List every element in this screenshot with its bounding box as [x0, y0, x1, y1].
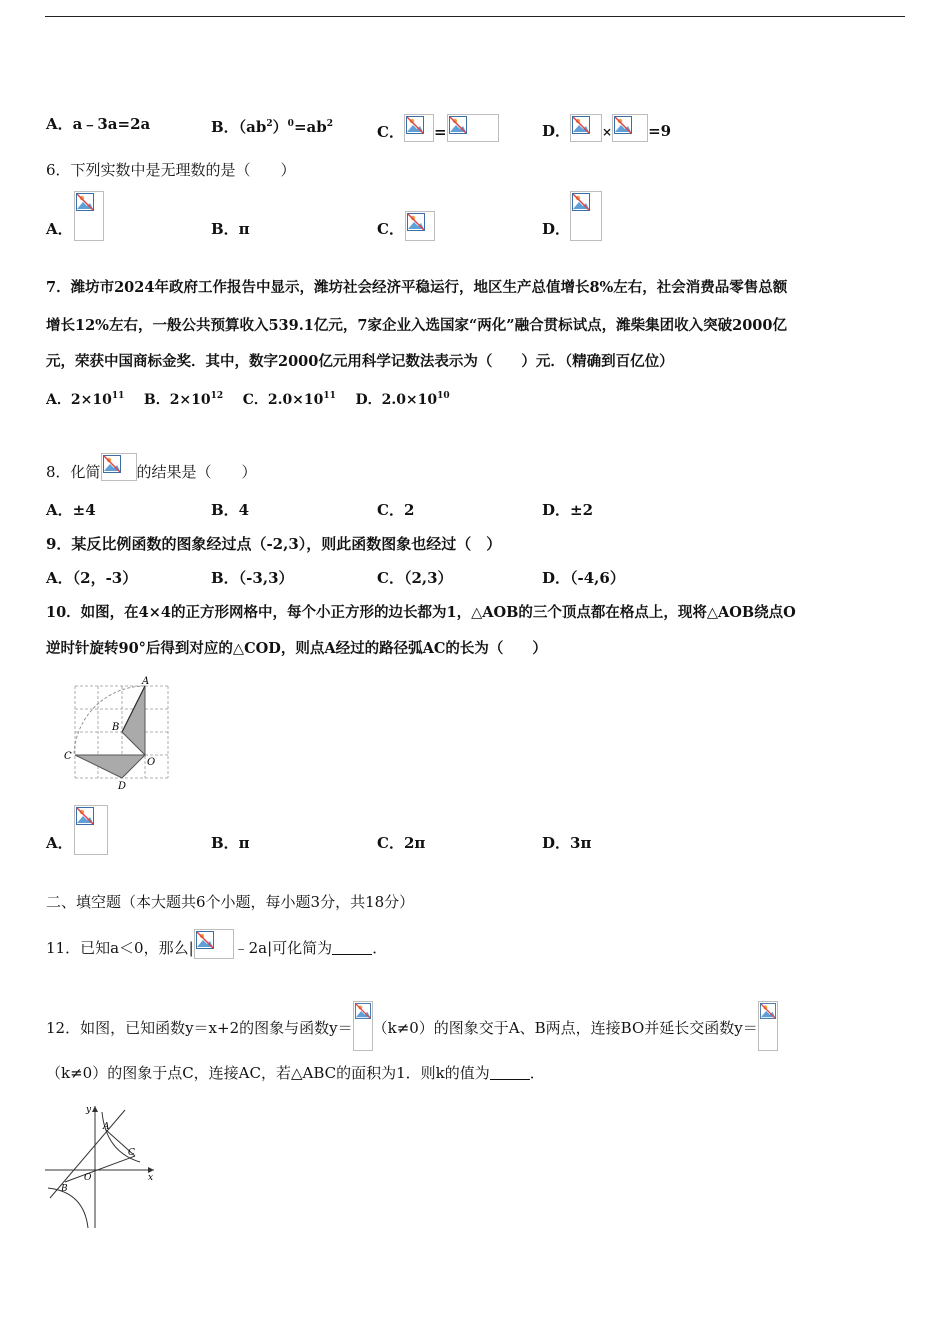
- fig-label-c: C: [128, 1148, 135, 1158]
- q8-option-a: A．±4: [46, 501, 96, 519]
- q7-options: [46, 386, 450, 410]
- q11-stem: 11．已知a＜0，那么| ﹣2a|可化简为 ．: [46, 929, 387, 959]
- formula-image-icon: [74, 805, 108, 855]
- q12-graph-figure: [40, 1100, 160, 1234]
- q5-option-c: C． =: [377, 114, 499, 142]
- q10-option-d: D．3π: [542, 834, 592, 852]
- q7-option-a: A．$2\times 10^{11}$: [46, 391, 125, 408]
- q8-option-c: C．2: [377, 501, 415, 519]
- formula-image-icon: [101, 453, 137, 481]
- q10-line1: 10．如图，在4×4的正方形网格中，每个小正方形的边长都为1，△AOB的三个顶点都在格点上，现将△AOB绕点O: [46, 604, 796, 621]
- q10-option-b: B．π: [211, 834, 250, 852]
- q5-option-b: B．$(ab^2)^0=ab^2$: [211, 118, 333, 136]
- q12-line1: 12．如图，已知函数y＝x+2的图象与函数y＝ （k≠0）的图象交于A、B两点，连接BO并延长交函数y＝: [46, 1001, 778, 1051]
- formula-image-icon: [74, 191, 104, 241]
- q6-stem: 6．下列实数中是无理数的是（ ）: [46, 161, 296, 179]
- q6-option-a: A．: [46, 220, 73, 238]
- q7-option-b: B．$2\times 10^{12}$: [143, 391, 224, 408]
- formula-image-icon: [404, 114, 434, 142]
- fig-label-b: B: [61, 1184, 68, 1194]
- formula-image-icon: [353, 1001, 373, 1051]
- fig-label-a: A: [103, 1122, 110, 1132]
- q7-option-c: C．$2.0\times 10^{11}$: [242, 391, 336, 408]
- header-rule: [45, 16, 905, 17]
- fig-label-a: A: [142, 676, 150, 687]
- fig-label-b: B: [112, 722, 120, 733]
- q6-option-b: B．π: [211, 220, 250, 238]
- fig-label-x: x: [148, 1173, 154, 1183]
- q8-option-d: D．±2: [542, 501, 594, 519]
- fig-label-o: O: [147, 757, 156, 768]
- q10-option-c: C．2π: [377, 834, 426, 852]
- answer-blank[interactable]: [332, 940, 372, 955]
- q10-grid-figure: [60, 672, 180, 794]
- q7-line3: 元，荣获中国商标金奖．其中，数字2000亿元用科学记数法表示为（ ）元．（精确到百亿位）: [46, 353, 674, 370]
- fig-label-d: D: [118, 781, 127, 792]
- fig-label-o: O: [84, 1173, 92, 1183]
- q7-line1: 7．潍坊市2024年政府工作报告中显示，潍坊社会经济平稳运行，地区生产总值增长8%左右，社会消费品零售总额: [46, 279, 788, 296]
- q9-stem: 9．某反比例函数的图象经过点（-2,3），则此函数图象也经过（ ）: [46, 535, 502, 553]
- q8-stem: 8．化简 的结果是（ ）: [46, 453, 257, 482]
- q5-option-a: A．a﹣3a=2a: [46, 115, 151, 133]
- q8-option-b: B．4: [211, 501, 250, 519]
- q6-option-c: C．: [377, 220, 404, 238]
- q7-option-d: D．$2.0\times 10^{10}$: [355, 391, 450, 408]
- q12-line2: （k≠0）的图象于点C，连接AC，若△ABC的面积为1．则k的值为 ．: [46, 1064, 545, 1082]
- q9-option-a: A．（2，-3）: [46, 569, 138, 587]
- formula-image-icon: [570, 191, 602, 241]
- q9-option-b: B．（-3,3）: [211, 569, 294, 587]
- formula-image-icon: [570, 114, 602, 142]
- fig-label-c: C: [64, 751, 72, 762]
- fig-label-y: y: [86, 1105, 92, 1115]
- q6-option-d: D．: [542, 220, 571, 238]
- q10-option-a: A．: [46, 834, 73, 852]
- formula-image-icon: [405, 211, 435, 241]
- q7-line2: 增长12%左右，一般公共预算收入539.1亿元，7家企业入选国家“两化”融合贯标试点，潍柴集团收入突破2000亿: [46, 317, 787, 334]
- q9-option-c: C．（2,3）: [377, 569, 453, 587]
- formula-image-icon: [758, 1001, 778, 1051]
- formula-image-icon: [447, 114, 499, 142]
- q5-option-d: D． × =9: [542, 114, 671, 142]
- formula-image-icon: [612, 114, 648, 142]
- answer-blank[interactable]: [490, 1065, 530, 1080]
- section-heading-fill-in: 二、填空题（本大题共6个小题，每小题3分，共18分）: [46, 893, 415, 911]
- q10-line2: 逆时针旋转90°后得到对应的△COD，则点A经过的路径弧AC的长为（ ）: [46, 640, 547, 657]
- q9-option-d: D．（-4,6）: [542, 569, 625, 587]
- formula-image-icon: [194, 929, 234, 959]
